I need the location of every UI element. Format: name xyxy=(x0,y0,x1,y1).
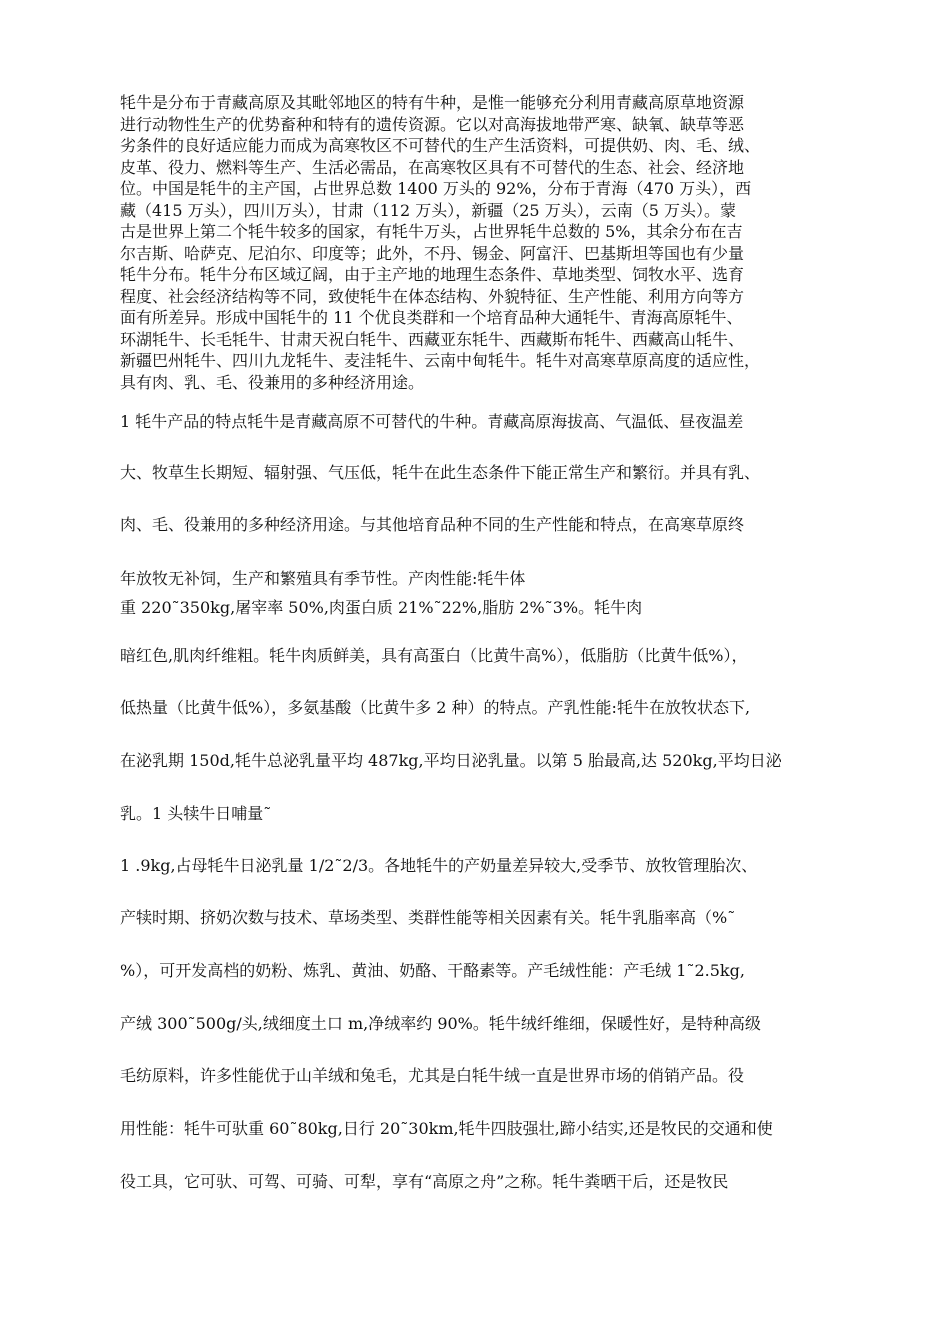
text-line: 1 .9kg,占母牦牛日泌乳量 1/2˜2/3。各地牦牛的产奶量差异较大,受季节、放牧管理胎次、 xyxy=(120,856,758,875)
text-line: 产犊时期、挤奶次数与技术、草场类型、类群性能等相关因素有关。牦牛乳脂率高（%˜ xyxy=(120,908,736,927)
text-line: 低热量（比黄牛低%），多氨基酸（比黄牛多 2 种）的特点。产乳性能:牦牛在放牧状态下, xyxy=(120,698,751,717)
text-line: 进行动物性生产的优势畜种和特有的遗传资源。它以对高海拔地带严寒、缺氧、缺草等恶 xyxy=(120,114,745,134)
text-line: 劣条件的良好适应能力而成为高寒牧区不可替代的生产生活资料，可提供奶、肉、毛、绒、 xyxy=(120,136,761,155)
text-line: 在泌乳期 150d,牦牛总泌乳量平均 487kg,平均日泌乳量。以第 5 胎最高,达 520kg,平均日泌 xyxy=(120,751,782,770)
text-line: 尔吉斯、哈萨克、尼泊尔、印度等；此外，不丹、锡金、阿富汗、巴基斯坦等国也有少量 xyxy=(120,243,745,263)
text-line: 暗红色,肌肉纤维粗。牦牛肉质鲜美，具有高蛋白（比黄牛高%），低脂肪（比黄牛低%）， xyxy=(120,646,748,665)
text-line: 产绒 300˜500g/头,绒细度土口 m,净绒率约 90%。牦牛绒纤维细，保暖性好，是特种高级 xyxy=(120,1014,761,1033)
text-line: 新疆巴州牦牛、四川九龙牦牛、麦洼牦牛、云南中甸牦牛。牦牛对高寒草原高度的适应性， xyxy=(120,351,761,370)
text-line: 具有肉、乳、毛、役兼用的多种经济用途。 xyxy=(120,372,425,392)
text-line: 用性能：牦牛可驮重 60˜80kg,日行 20˜30km,牦牛四肢强壮,蹄小结实,还是牧民的交通和使 xyxy=(120,1119,773,1138)
text-line: 环湖牦牛、长毛牦牛、甘肃天祝白牦牛、西藏亚东牦牛、西藏斯布牦牛、西藏高山牦牛、 xyxy=(120,329,745,349)
text-line: 毛纺原料，许多性能优于山羊绒和兔毛，尤其是白牦牛绒一直是世界市场的俏销产品。役 xyxy=(120,1066,745,1085)
text-line: 重 220˜350kg,屠宰率 50%,肉蛋白质 21%˜22%,脂肪 2%˜3%。牦牛肉 xyxy=(120,598,643,617)
text-line: 役工具，它可驮、可驾、可骑、可犁，享有“高原之舟”之称。牦牛粪晒干后，还是牧民 xyxy=(120,1172,729,1191)
text-line: 皮革、役力、燃料等生产、生活必需品，在高寒牧区具有不可替代的生态、社会、经济地 xyxy=(120,157,745,177)
text-line: 面有所差异。形成中国牦牛的 11 个优良类群和一个培育品种大通牦牛、青海高原牦牛、 xyxy=(120,308,743,327)
text-line: 古是世界上第二个牦牛较多的国家，有牦牛万头，占世界牦牛总数的 5%，其余分布在吉 xyxy=(120,222,743,241)
text-line: 肉、毛、役兼用的多种经济用途。与其他培育品种不同的生产性能和特点，在高寒草原终 xyxy=(120,515,745,534)
text-line: 位。中国是牦牛的主产国，占世界总数 1400 万头的 92%，分布于青海（470 万头），西 xyxy=(120,179,752,198)
text-line: 大、牧草生长期短、辐射强、气压低，牦牛在此生态条件下能正常生产和繁衍。并具有乳、 xyxy=(120,463,761,482)
text-line: %），可开发高档的奶粉、炼乳、黄油、奶酪、干酪素等。产毛绒性能：产毛绒 1˜2.5kg, xyxy=(120,961,745,980)
text-line: 程度、社会经济结构等不同，致使牦牛在体态结构、外貌特征、生产性能、利用方向等方 xyxy=(120,286,745,306)
text-line: 藏（415 万头），四川万头），甘肃（112 万头），新疆（25 万头），云南（5 万头）。蒙 xyxy=(120,200,736,220)
intro-paragraph xyxy=(120,92,840,393)
text-line: 牦牛分布。牦牛分布区域辽阔，由于主产地的地理生态条件、草地类型、饲牧水平、选育 xyxy=(120,265,745,284)
text-line: 乳。1 头犊牛日哺量˜ xyxy=(120,804,272,823)
text-line: 年放牧无补饲，生产和繁殖具有季节性。产肉性能:牦牛体 xyxy=(120,569,526,588)
text-line: 1 牦牛产品的特点牦牛是青藏高原不可替代的牛种。青藏高原海拔高、气温低、昼夜温差 xyxy=(120,412,744,431)
text-line: 牦牛是分布于青藏高原及其毗邻地区的特有牛种，是惟一能够充分利用青藏高原草地资源 xyxy=(120,93,745,112)
